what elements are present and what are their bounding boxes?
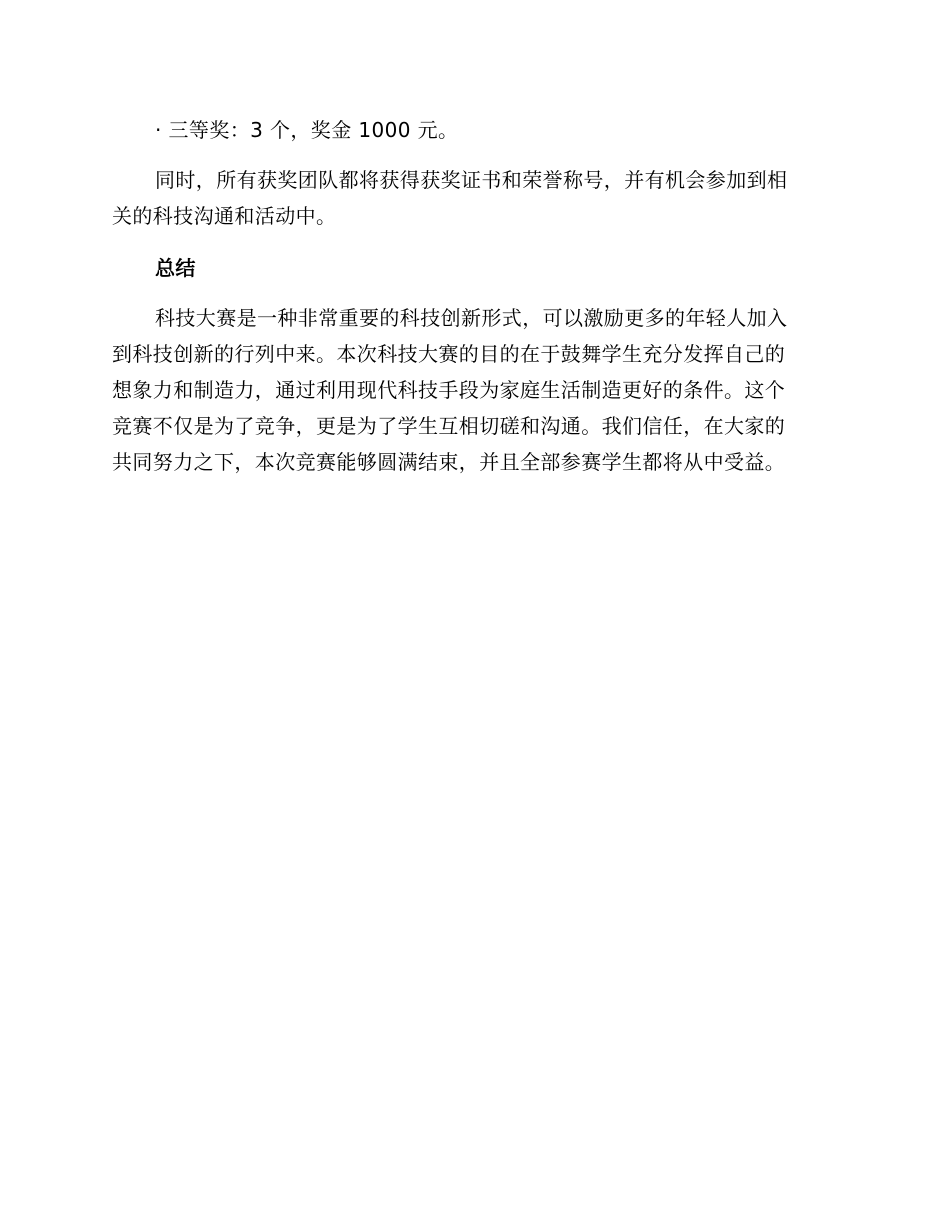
section-heading: 总结 — [155, 256, 196, 280]
document-body — [112, 112, 832, 496]
paragraph-line: 共同努力之下，本次竞赛能够圆满结束，并且全部参赛学生都将从中受益。 — [112, 450, 786, 474]
awards-paragraph — [112, 162, 832, 234]
paragraph-line: 竞赛不仅是为了竞争，更是为了学生互相切磋和沟通。我们信任，在大家的 — [112, 414, 786, 438]
summary-paragraph — [112, 300, 832, 480]
paragraph-line: 想象力和制造力，通过利用现代科技手段为家庭生活制造更好的条件。这个 — [112, 378, 786, 402]
paragraph-line: 到科技创新的行列中来。本次科技大赛的目的在于鼓舞学生充分发挥自己的 — [112, 342, 786, 366]
paragraph-line: 关的科技沟通和活动中。 — [112, 204, 337, 228]
paragraph-line: 同时，所有获奖团队都将获得获奖证书和荣誉称号，并有机会参加到相 — [155, 168, 788, 192]
paragraph-line: 科技大赛是一种非常重要的科技创新形式，可以激励更多的年轻人加入 — [155, 306, 788, 330]
prize-bullet-item: · 三等奖：3 个，奖金 1000 元。 — [155, 118, 459, 142]
